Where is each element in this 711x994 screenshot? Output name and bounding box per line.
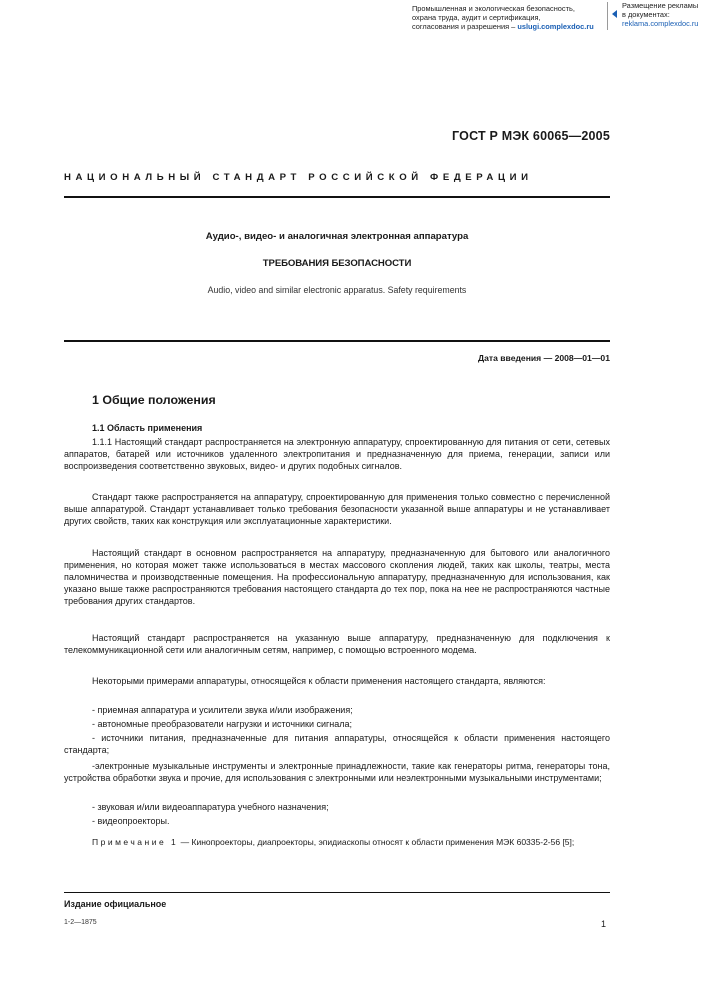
note-text: — Кинопроекторы, диапроекторы, эпидиаскопы относят к области применения МЭК 60335-2-56 [5];: [178, 837, 575, 847]
print-code: 1-2—1875: [64, 919, 97, 926]
paragraph-5-text: Некоторыми примерами аппаратуры, относящейся к области применения настоящего стандарта, являются:: [92, 676, 546, 686]
top-banner-services: [412, 4, 604, 32]
paragraph-2: [64, 491, 610, 527]
paragraph-3-text: Настоящий стандарт в основном распространяется на аппаратуру, предназначенную для бытового или аналогичного применения, но которая может также использоваться в местах массового скопления людей, таких как школы, театры, места паломничества и производственные помещения. На профессиональную аппаратуру, предназначенную для использования, как указано выше также распространяются требования настоящего стандарта до тех пор, пока на нее не распространяются частные требования других стандартов.: [64, 548, 610, 606]
paragraph-4-text: Настоящий стандарт распространяется на указанную выше аппаратуру, предназначенную для подключения к телекоммуникационной сети или аналогичным сетям, например, с помощью встроенного модема.: [64, 633, 610, 655]
services-link[interactable]: uslugi.complexdoc.ru: [517, 22, 594, 32]
top-banner-advertising: [622, 1, 710, 29]
banner-ad-line-2: в документах:: [622, 10, 670, 20]
introduction-date: Дата введения — 2008—01—01: [477, 353, 610, 363]
subsection-title: 1.1 Область применения: [92, 423, 203, 433]
list-item: - звуковая и/или видеоаппаратура учебного назначения;: [92, 802, 329, 812]
paragraph-1: [64, 436, 610, 472]
document-title: Аудио-, видео- и аналогичная электронная аппаратура: [205, 231, 469, 242]
list-item: - видеопроекторы.: [92, 816, 170, 826]
list-item: - приемная аппаратура и усилители звука и/или изображения;: [92, 705, 353, 715]
page-number: 1: [601, 919, 607, 929]
banner-ad-line-1: Размещение рекламы: [622, 1, 699, 10]
paragraph-2-text: Стандарт также распространяется на аппаратуру, спроектированную для применения только совместно с перечисленной выше аппаратурой. Стандарт устанавливает только требования безопасности указанной выше аппаратуры и не устанавливает других свойств, таких как конструкция или эксплуатационные характеристики.: [64, 492, 610, 526]
header-rule: [64, 196, 610, 198]
banner-line-1: Промышленная и экологическая безопасность,: [412, 4, 575, 13]
footer-rule: [64, 892, 610, 893]
paragraph-4: [64, 632, 610, 656]
paragraph-3: [64, 547, 610, 607]
note-label: Примечание 1: [92, 837, 179, 847]
section-title: 1 Общие положения: [92, 393, 216, 407]
paragraph-5: [64, 675, 610, 687]
list-item-text: -электронные музыкальные инструменты и электронные принадлежности, такие как генераторы ритма, генераторы тона, устройства обработки звука и прочие, для использования с электронными или неэлектронными музыкальными инструментами;: [64, 761, 610, 783]
arrow-left-icon: [612, 10, 617, 18]
national-standard-heading: НАЦИОНАЛЬНЫЙ СТАНДАРТ РОССИЙСКОЙ ФЕДЕРАЦИИ: [64, 172, 533, 183]
edition-label: Издание официальное: [64, 899, 167, 909]
document-number: ГОСТ Р МЭК 60065—2005: [452, 129, 610, 143]
banner-divider: [607, 2, 608, 30]
banner-line-2: охрана труда, аудит и сертификация,: [412, 13, 541, 23]
document-title-english: Audio, video and similar electronic apparatus. Safety requirements: [207, 285, 467, 295]
note: [64, 836, 610, 848]
list-item: [64, 760, 610, 784]
list-item: - автономные преобразователи нагрузки и источники сигнала;: [92, 719, 353, 729]
list-item: [64, 732, 610, 756]
advertising-link[interactable]: reklama.complexdoc.ru: [622, 19, 699, 29]
title-rule: [64, 340, 610, 342]
paragraph-1-text: 1.1.1 Настоящий стандарт распространяется на электронную аппаратуру, спроектированную для питания от сети, сетевых аппаратов, батарей или источников удаленного электропитания и предназначенную для приема, генерации, записи или воспроизведения соответственно звуковых, видео- и других подобных сигналов.: [64, 437, 610, 471]
banner-line-3: согласования и разрешения –: [412, 22, 518, 32]
document-subtitle: ТРЕБОВАНИЯ БЕЗОПАСНОСТИ: [262, 258, 412, 269]
list-item-text: - источники питания, предназначенные для питания аппаратуры, относящейся к области применения настоящего стандарта;: [64, 733, 610, 755]
